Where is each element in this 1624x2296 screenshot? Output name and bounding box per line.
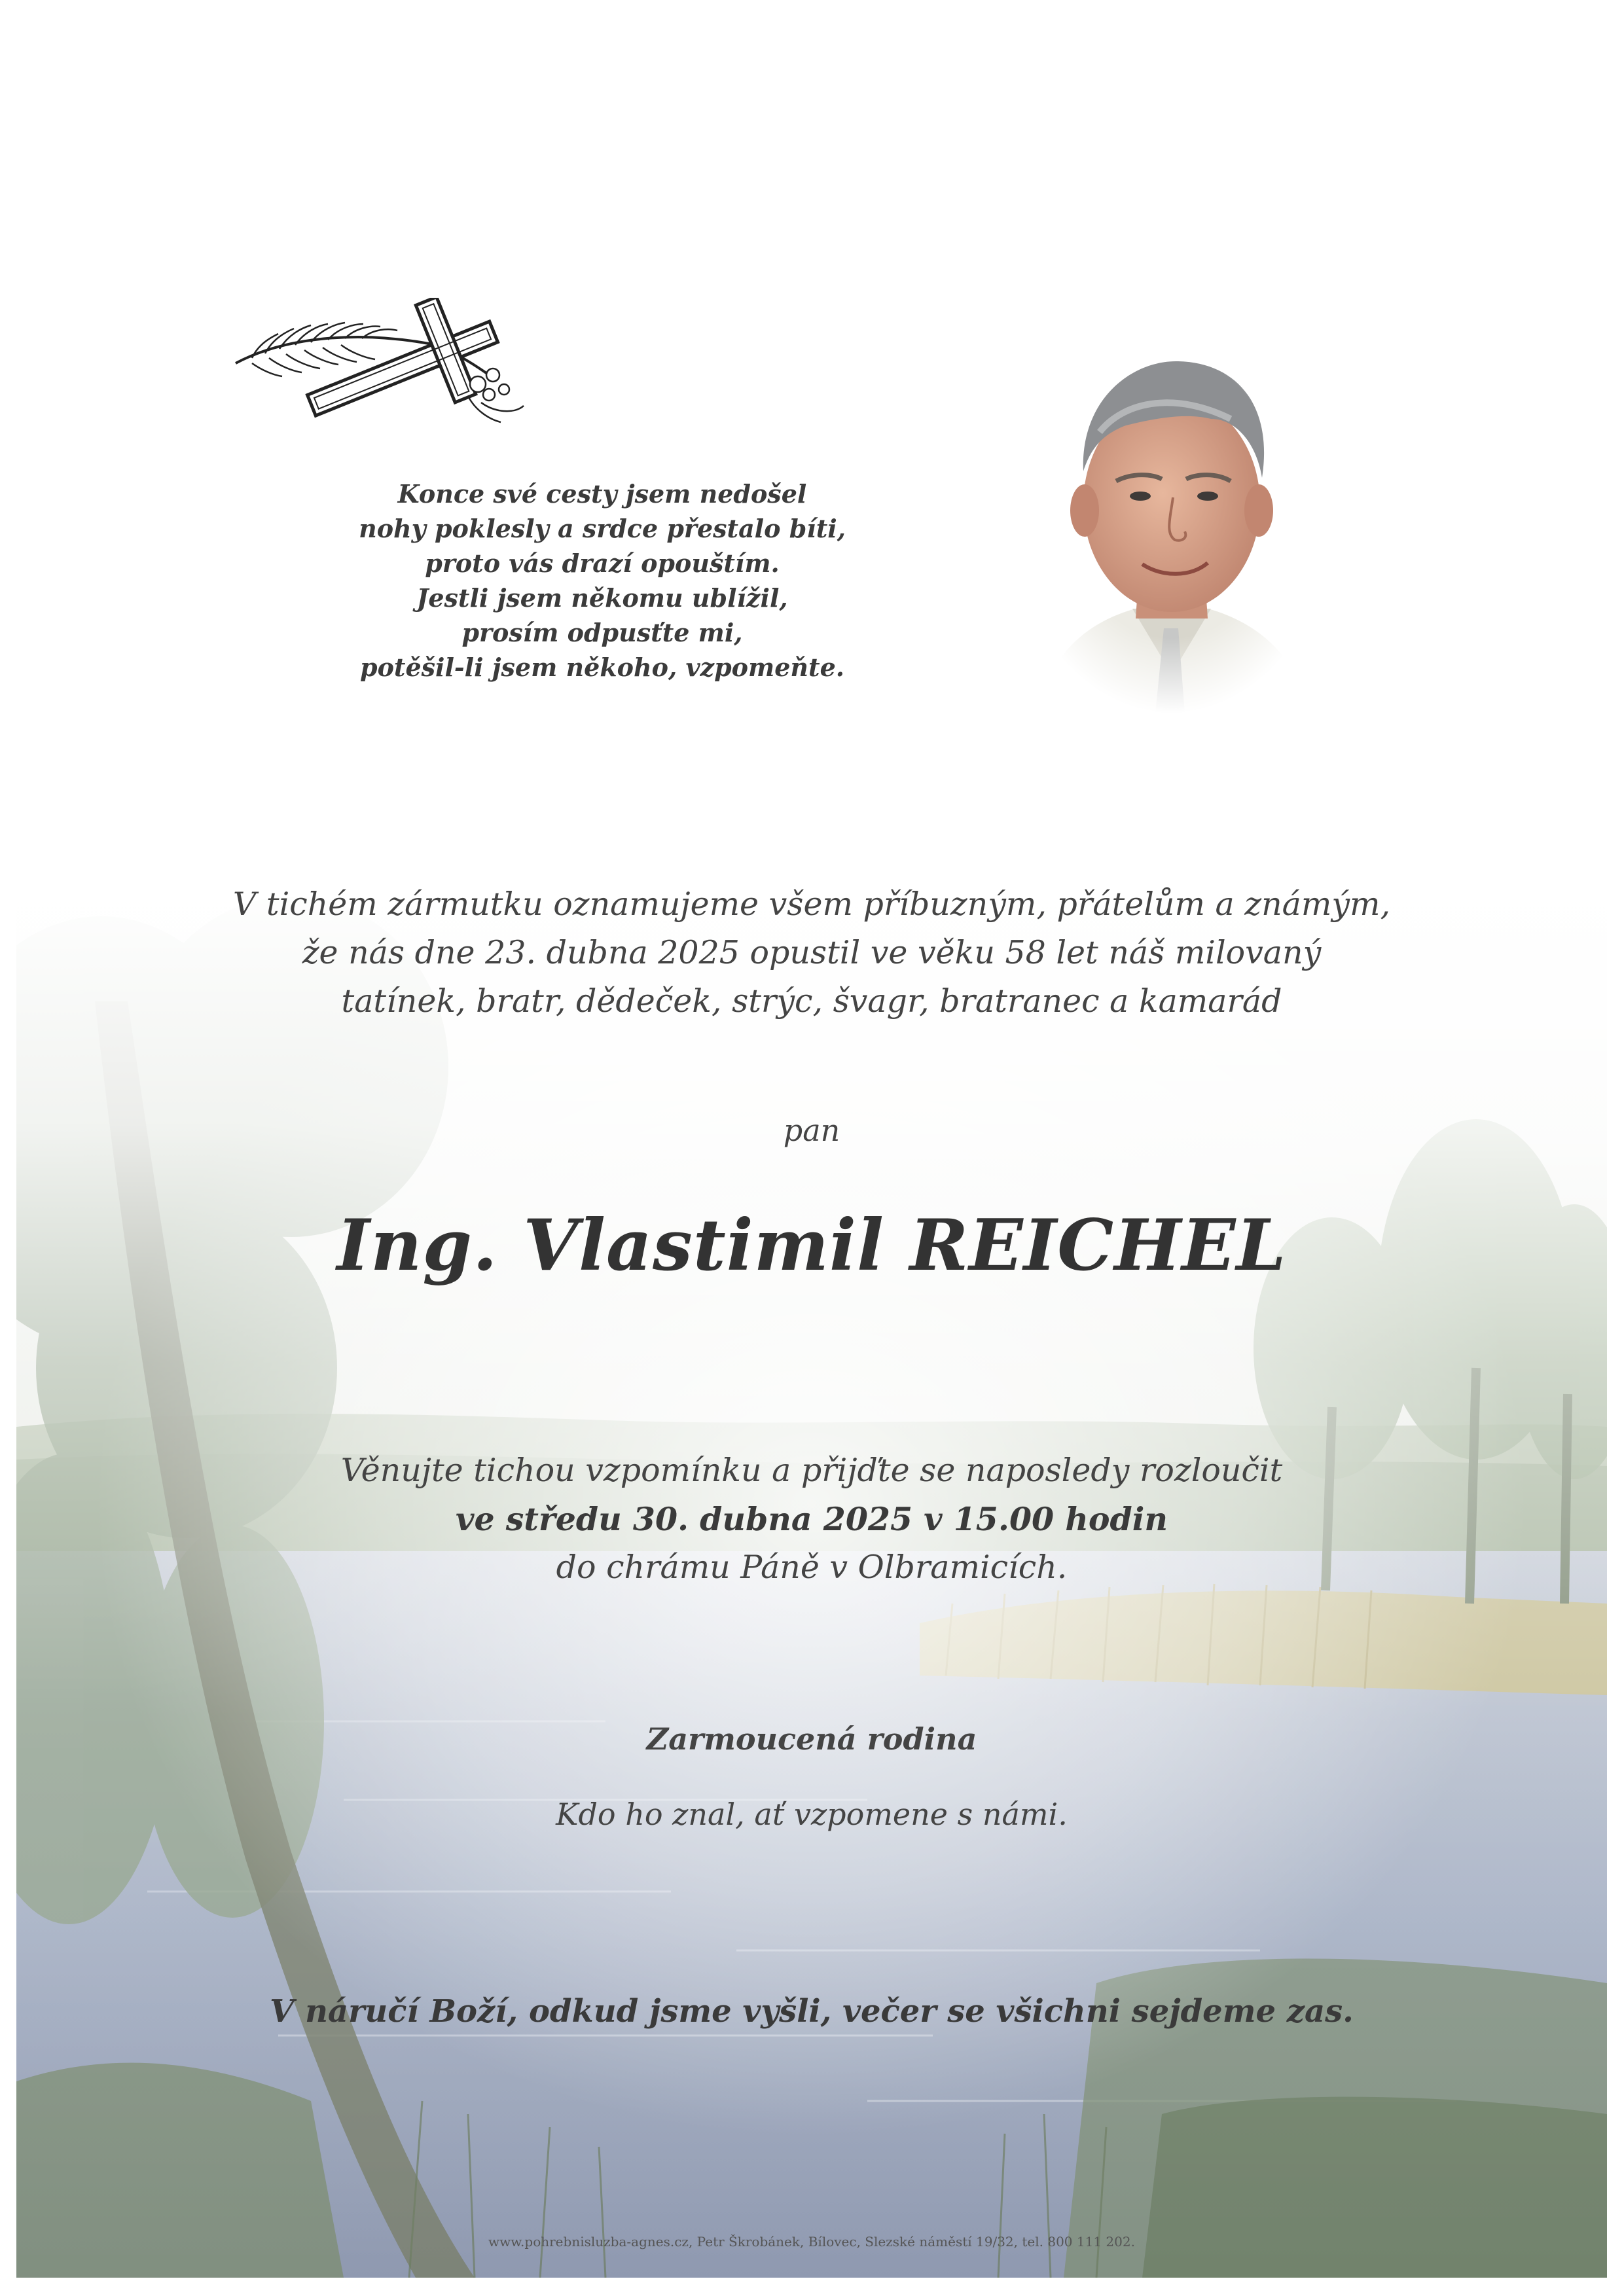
closing-verse: V náručí Boží, odkud jsme vyšli, večer se všichni sejdeme zas. bbox=[270, 1993, 1354, 2030]
remembrance-line: Kdo ho znal, ať vzpomene s námi. bbox=[556, 1797, 1068, 1832]
cross-with-palm-branch-icon bbox=[232, 298, 533, 435]
funeral-date-time: ve středu 30. dubna 2025 v 15.00 hodin bbox=[455, 1500, 1168, 1538]
poem-line: Konce své cesty jsem nedošel bbox=[397, 479, 807, 509]
poem-line: prosím odpusťte mi, bbox=[461, 618, 743, 647]
funeral-place: do chrámu Páně v Olbramicích. bbox=[556, 1549, 1068, 1586]
announcement-line: V tichém zármutku oznamujeme všem příbuzným, přátelům a známým, bbox=[232, 886, 1391, 923]
poem-line: nohy poklesly a srdce přestalo bíti, bbox=[359, 514, 846, 543]
family-signature: Zarmoucená rodina bbox=[646, 1721, 977, 1757]
announcement-line: že nás dne 23. dubna 2025 opustil ve věku 58 let náš milovaný bbox=[302, 934, 1322, 971]
death-announcement bbox=[92, 880, 1532, 1026]
honorific: pan bbox=[783, 1113, 840, 1148]
poem-line: potěšil-li jsem někoho, vzpomeňte. bbox=[360, 653, 844, 682]
portrait-photo bbox=[1021, 321, 1322, 713]
funeral-invitation bbox=[92, 1446, 1532, 1592]
invite-line: Věnujte tichou vzpomínku a přijďte se naposledy rozloučit bbox=[340, 1452, 1283, 1489]
memorial-poem bbox=[281, 476, 923, 685]
deceased-name: Ing. Vlastimil REICHEL bbox=[336, 1204, 1287, 1287]
funeral-service-footer: www.pohrebnisluzba-agnes.cz, Petr Škrobánek, Bílovec, Slezské náměstí 19/32, tel. 800 111 202. bbox=[488, 2234, 1135, 2250]
poem-line: proto vás drazí opouštím. bbox=[425, 548, 780, 578]
poem-line: Jestli jsem někomu ublížil, bbox=[416, 583, 788, 613]
announcement-line: tatínek, bratr, dědeček, strýc, švagr, bratranec a kamarád bbox=[341, 982, 1282, 1020]
